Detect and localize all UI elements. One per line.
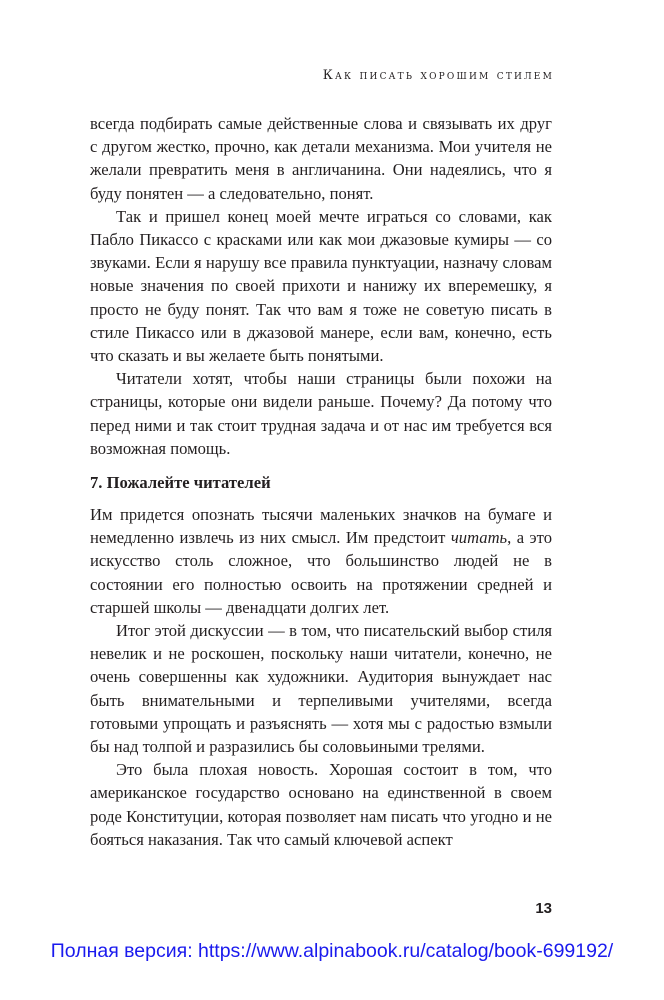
body-text-before-section [90, 112, 552, 460]
paragraph: всегда подбирать самые действенные слова и связывать их друг с другом жестко, прочно, как детали механизма. Мои учителя не желали превратить меня в англичанина. Они надеялись, что я буду понятен — а следовательно, понят. [90, 114, 552, 203]
paragraph-text: Им придется опознать тысячи маленьких значков на бумаге и немедленно извлечь из них смысл. Им предстоит [90, 505, 552, 548]
section-heading: 7. Пожалейте читателей [90, 473, 271, 492]
emphasis-word: читать [450, 528, 508, 548]
paragraph: Итог этой дискуссии — в том, что писательский выбор стиля невелик и не роскошен, поскольку наши читатели, конечно, не очень совершенны как художники. Аудитория вынуждает нас быть внимательными и терпеливыми учителями, всегда готовыми упрощать и разъяснять — хотя мы с радостью взмыли бы над толпой и разразились бы соловьиными трелями. [90, 621, 552, 757]
paragraph-text: , а это искусство столь сложное, что большинство людей не в состоянии его полностью освоить на протяжении средней и старшей школы — двенадцати долгих лет. [90, 528, 553, 617]
body-text-section [90, 503, 552, 851]
paragraph: Так и пришел конец моей мечте играться со словами, как Пабло Пикассо с красками или как мои джазовые кумиры — со звуками. Если я нарушу все правила пунктуации, назначу словам новые значения по своей прихоти и нанижу их вперемешку, я просто не буду понят. Так что вам я тоже не советую писать в стиле Пикассо или в джазовой манере, если вам, конечно, есть что сказать и вы желаете быть понятыми. [90, 206, 552, 366]
full-version-link[interactable]: Полная версия: https://www.alpinabook.ru/catalog/book-699192/ [50, 940, 614, 962]
paragraph: Читатели хотят, чтобы наши страницы были похожи на страницы, которые они видели раньше. Почему? Да потому что перед ними и так стоит трудная задача и от нас им требуется вся возможная помощь. [90, 369, 552, 458]
paragraph: Это была плохая новость. Хорошая состоит в том, что американское государство основано на единственной в своем роде Конституции, которая позволяет нам писать что угодно и не бояться наказания. Так что самый ключевой аспект [90, 760, 552, 849]
running-head: Как писать хорошим стилем [322, 68, 554, 83]
page-number: 13 [535, 900, 552, 917]
paragraph [90, 503, 552, 619]
